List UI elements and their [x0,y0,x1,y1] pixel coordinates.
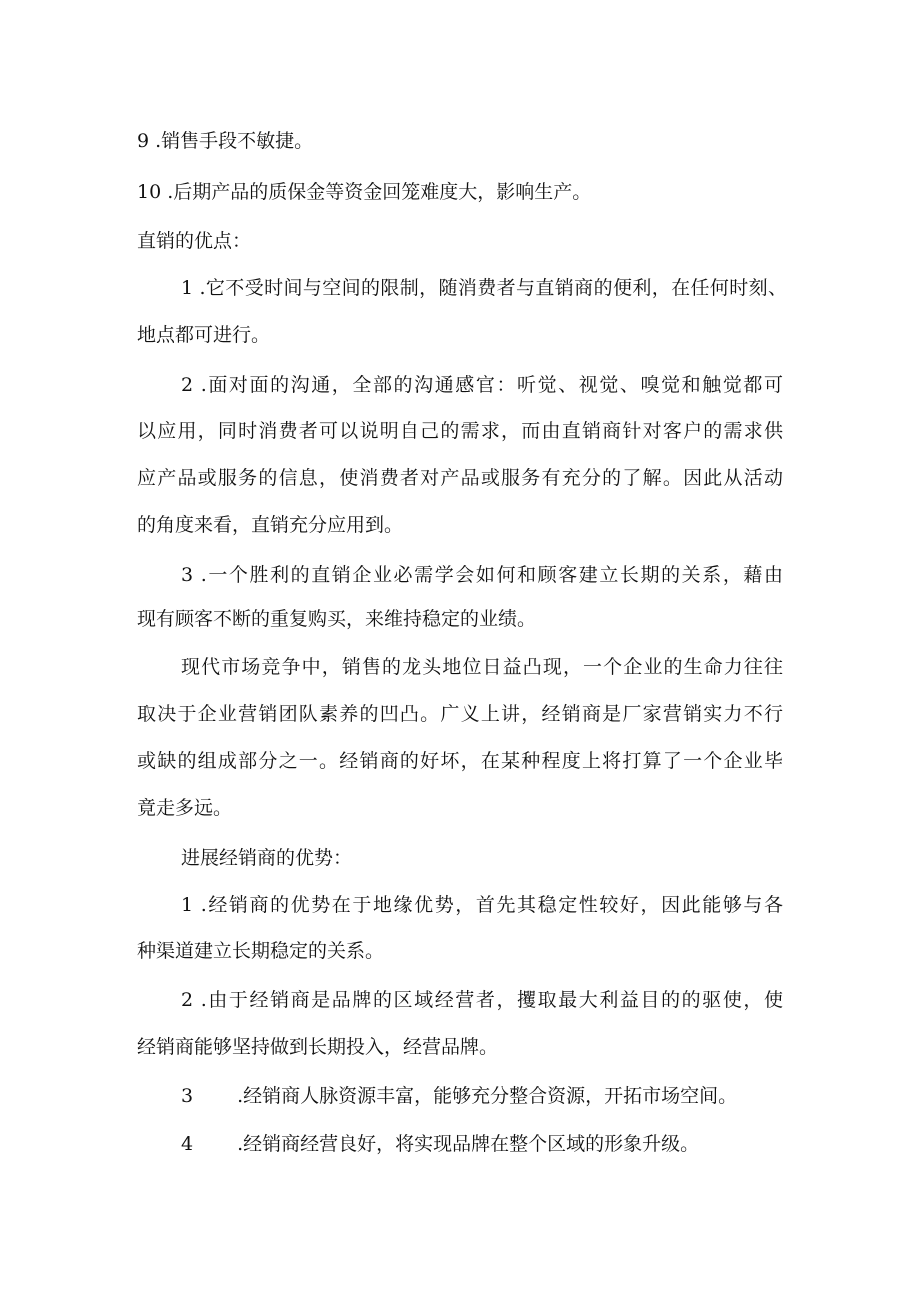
paragraph-line: 地点都可进行。 [137,324,271,346]
paragraph-line: 应产品或服务的信息，使消费者对产品或服务有充分的了解。因此从活动 [137,467,783,489]
list-item-number: 3 [181,1085,194,1107]
paragraph-line: 或缺的组成部分之一。经销商的好坏，在某种程度上将打算了一个企业毕 [137,750,783,772]
paragraph-line: 以应用，同时消费者可以说明自己的需求，而由直销商针对客户的需求供 [137,420,783,442]
paragraph-line: 1 .经销商的优势在于地缘优势，首先其稳定性较好，因此能够与各 [181,894,783,916]
paragraph-line: 的角度来看，直销充分应用到。 [137,514,404,536]
list-item-text: .经销商经营良好，将实现品牌在整个区域的形象升级。 [237,1133,700,1155]
paragraph-line: 种渠道建立长期稳定的关系。 [137,940,385,962]
paragraph-line: 竟走多远。 [137,797,233,819]
paragraph-line: 现有顾客不断的重复购买，来维持稳定的业绩。 [137,608,537,630]
list-item-number: 4 [181,1133,194,1155]
paragraph-line: 现代市场竞争中，销售的龙头地位日益凸现，一个企业的生命力往往 [181,656,783,678]
list-item [181,1132,831,1156]
paragraph-line: 3 .一个胜利的直销企业必需学会如何和顾客建立长期的关系，藉由 [181,564,783,586]
paragraph-line: 1 .它不受时间与空间的限制，随消费者与直销商的便利，在任何时刻、 [181,277,787,299]
list-item [181,1084,831,1108]
section-heading: 直销的优点： [137,230,252,252]
paragraph-line: 2 .面对面的沟通，全部的沟通感官：听觉、视觉、嗅觉和触觉都可 [181,374,783,396]
paragraph-line: 2 .由于经销商是品牌的区域经营者，攫取最大利益目的的驱使，使 [181,989,783,1011]
paragraph-line: 取决于企业营销团队素养的凹凸。广义上讲，经销商是厂家营销实力不行 [137,703,783,725]
paragraph-line: 9 .销售手段不敏捷。 [137,130,314,152]
paragraph-line: 经销商能够坚持做到长期投入，经营品牌。 [137,1036,499,1058]
paragraph-line: 10 .后期产品的质保金等资金回笼难度大，影响生产。 [137,181,592,203]
section-heading: 进展经销商的优势： [181,847,353,869]
list-item-text: .经销商人脉资源丰富，能够充分整合资源，开拓市场空间。 [237,1085,738,1107]
